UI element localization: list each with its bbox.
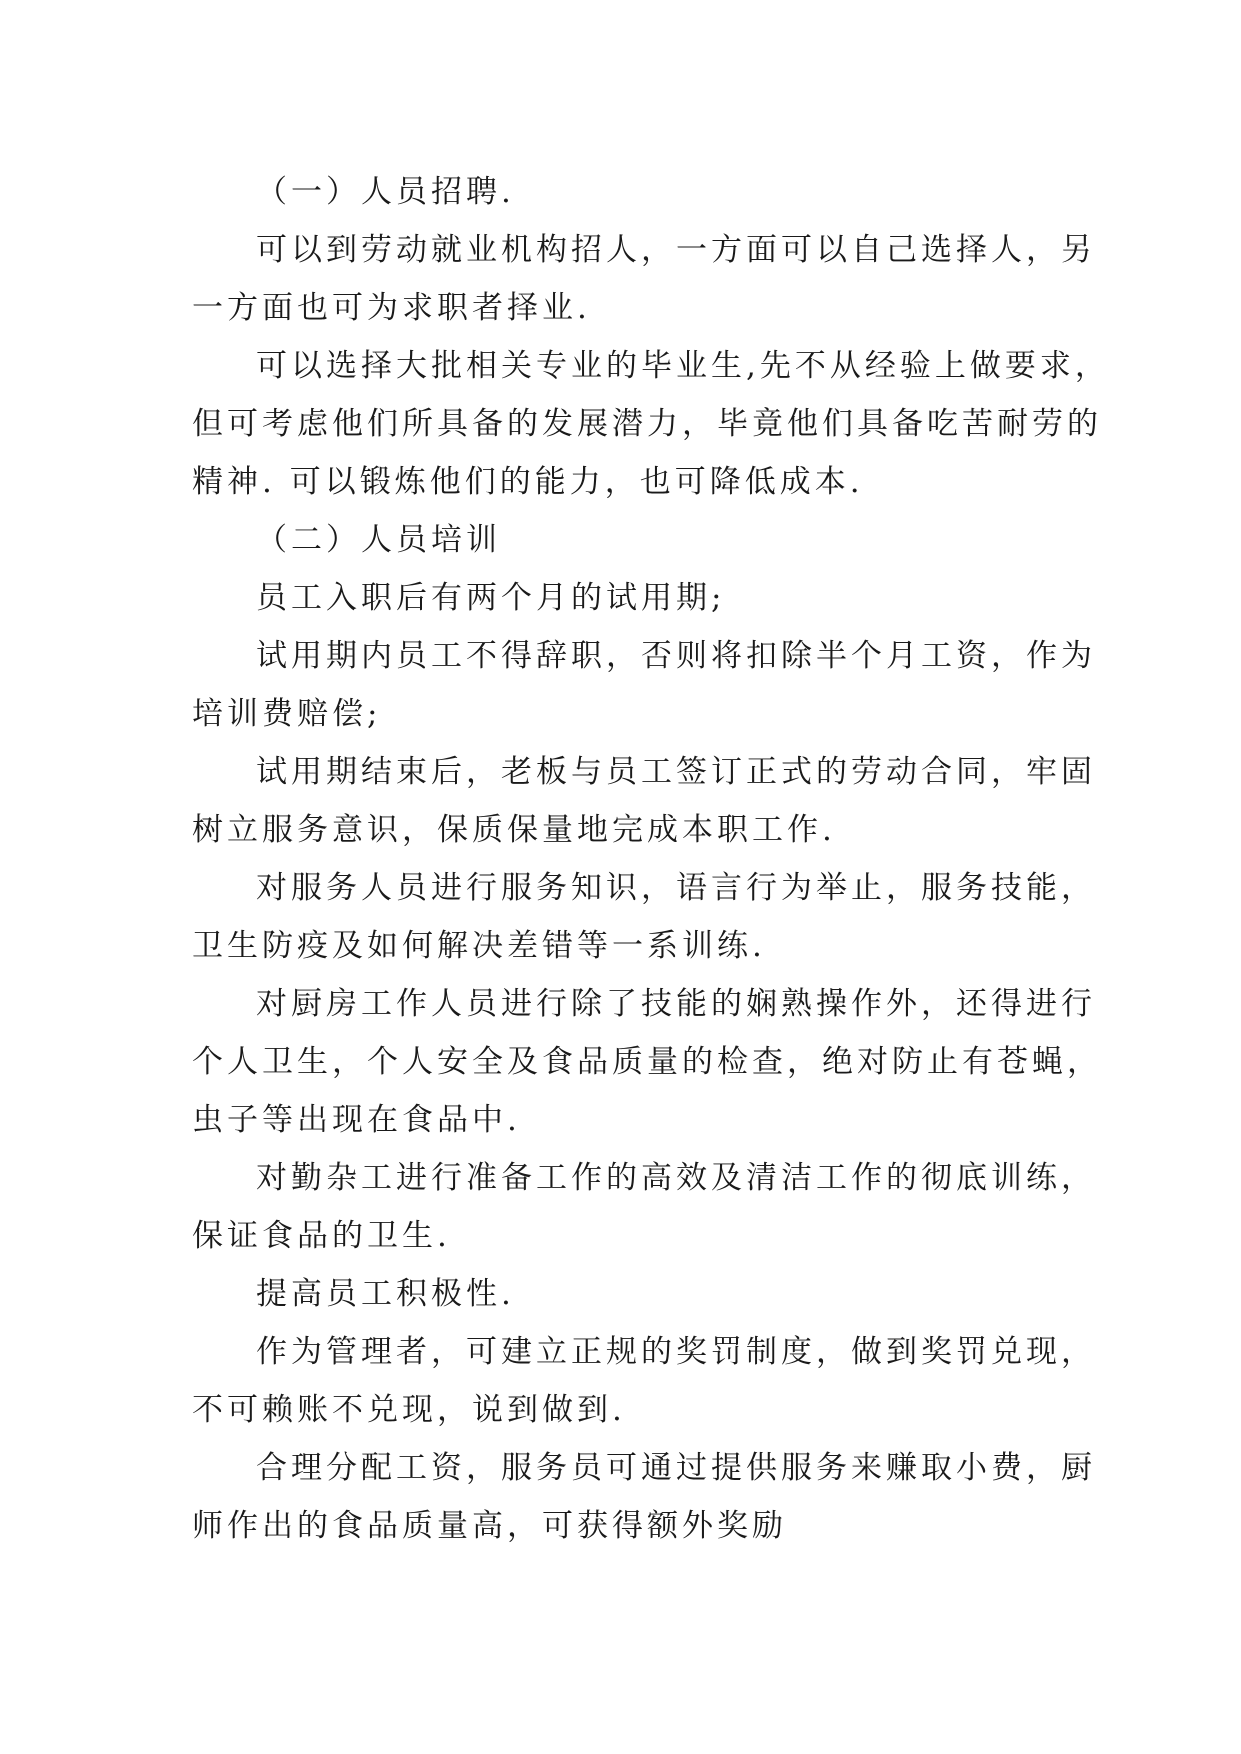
paragraph-line: 师作出的食品质量高，可获得额外奖励 — [192, 1508, 787, 1544]
paragraph-line: 可以到劳动就业机构招人，一方面可以自己选择人，另 — [256, 232, 1096, 268]
paragraph-line: 可以选择大批相关专业的毕业生,先不从经验上做要求， — [256, 348, 1110, 384]
paragraph-line: 对服务人员进行服务知识，语言行为举止，服务技能， — [256, 870, 1096, 906]
paragraph-line: 合理分配工资，服务员可通过提供服务来赚取小费，厨 — [256, 1450, 1096, 1486]
paragraph-line: 试用期内员工不得辞职，否则将扣除半个月工资，作为 — [256, 638, 1096, 674]
paragraph-line: 保证食品的卫生. — [192, 1218, 451, 1254]
paragraph-line: 精神. 可以锻炼他们的能力，也可降低成本. — [192, 464, 864, 500]
paragraph-line: 虫子等出现在食品中. — [192, 1102, 521, 1138]
paragraph-line: 作为管理者，可建立正规的奖罚制度，做到奖罚兑现， — [256, 1334, 1096, 1370]
document-body — [192, 163, 1110, 1555]
paragraph-line: 不可赖账不兑现，说到做到. — [192, 1392, 626, 1428]
paragraph-line: 一方面也可为求职者择业. — [192, 290, 591, 326]
paragraph-line: 个人卫生，个人安全及食品质量的检查，绝对防止有苍蝇， — [192, 1044, 1102, 1080]
paragraph-line: 试用期结束后，老板与员工签订正式的劳动合同，牢固 — [256, 754, 1096, 790]
paragraph-line: 对勤杂工进行准备工作的高效及清洁工作的彻底训练， — [256, 1160, 1096, 1196]
paragraph-line: 对厨房工作人员进行除了技能的娴熟操作外，还得进行 — [256, 986, 1096, 1022]
section-heading-training: （二）人员培训 — [256, 522, 501, 558]
paragraph-line: 但可考虑他们所具备的发展潜力，毕竟他们具备吃苦耐劳的 — [192, 406, 1102, 442]
paragraph-line: 员工入职后有两个月的试用期; — [256, 580, 726, 616]
paragraph-line: 树立服务意识，保质保量地完成本职工作. — [192, 812, 836, 848]
section-heading-recruitment: （一）人员招聘. — [256, 174, 515, 210]
paragraph-line: 提高员工积极性. — [256, 1276, 515, 1312]
paragraph-line: 卫生防疫及如何解决差错等一系训练. — [192, 928, 766, 964]
paragraph-line: 培训费赔偿; — [192, 696, 382, 732]
